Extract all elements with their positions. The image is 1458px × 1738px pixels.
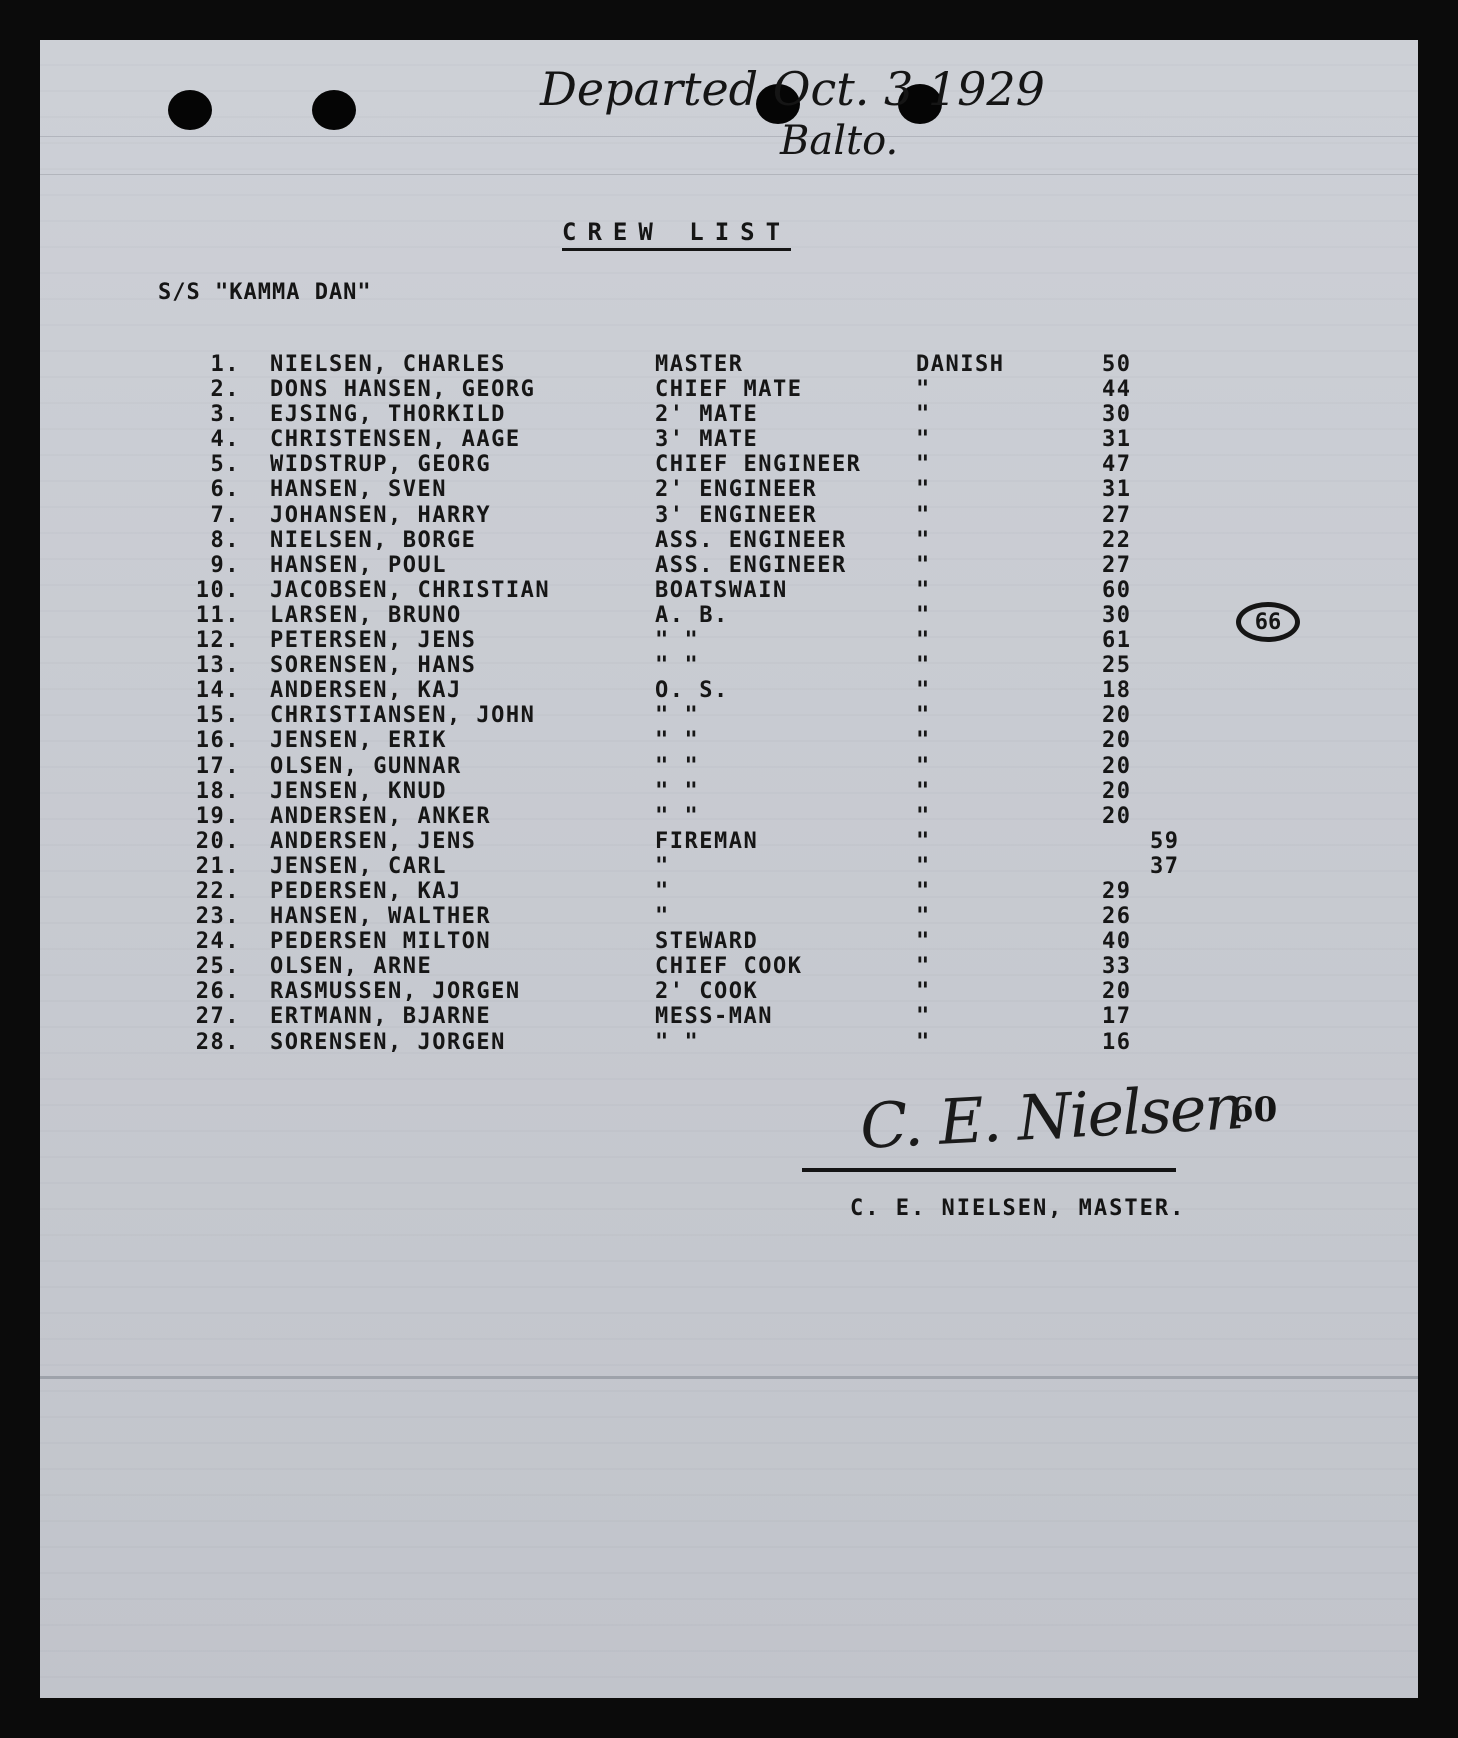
crew-age: 25 [1102, 653, 1132, 679]
punch-hole [168, 90, 212, 130]
crew-age: 17 [1102, 1004, 1132, 1030]
crew-rank: " [655, 878, 670, 904]
crew-name: JENSEN, KNUD [270, 778, 447, 804]
crew-age: 16 [1102, 1029, 1132, 1055]
crew-name: LARSEN, BRUNO [270, 602, 462, 628]
crew-nationality: " [916, 904, 931, 930]
crew-age: 50 [1102, 352, 1132, 377]
crew-rank: MESS-MAN [655, 1004, 773, 1030]
crew-age: 18 [1102, 678, 1132, 704]
crew-age: 20 [1102, 778, 1132, 804]
crew-rank: BOATSWAIN [655, 577, 788, 603]
crew-nationality: " [916, 979, 931, 1005]
crew-name: NIELSEN, CHARLES [270, 352, 506, 377]
crew-row [40, 754, 1418, 779]
crew-nationality: " [916, 878, 931, 904]
crew-row [40, 829, 1418, 854]
crew-nationality: " [916, 602, 931, 628]
crew-age: 20 [1102, 728, 1132, 754]
crew-nationality: " [916, 853, 931, 879]
crew-age: 20 [1102, 753, 1132, 779]
crew-age: 20 [1102, 979, 1132, 1005]
fold-line [40, 1376, 1418, 1379]
crew-row [40, 879, 1418, 904]
crew-name: ANDERSEN, ANKER [270, 803, 492, 829]
crew-rank: A. B. [655, 602, 729, 628]
crew-rank: ASS. ENGINEER [655, 527, 847, 553]
crew-name: JENSEN, ERIK [270, 728, 447, 754]
crew-rank: 3' MATE [655, 427, 759, 453]
crew-age: 20 [1102, 803, 1132, 829]
crew-row [40, 402, 1418, 427]
crew-number: 9. [210, 552, 240, 578]
crew-rank: 3' ENGINEER [655, 502, 818, 528]
crew-number: 6. [210, 477, 240, 503]
crew-nationality: " [916, 452, 931, 478]
crew-row [40, 728, 1418, 753]
crew-rank: ASS. ENGINEER [655, 552, 847, 578]
crew-name: CHRISTIANSEN, JOHN [270, 703, 536, 729]
crew-number: 23. [195, 904, 240, 930]
crew-rank: " " [655, 653, 700, 679]
crew-nationality: " [916, 477, 931, 503]
crew-age: 30 [1102, 602, 1132, 628]
crew-list-document [40, 40, 1418, 1698]
vessel-name: S/S "KAMMA DAN" [158, 280, 372, 305]
crew-row [40, 578, 1418, 603]
crew-name: WIDSTRUP, GEORG [270, 452, 492, 478]
crew-nationality: " [916, 577, 931, 603]
crew-row [40, 678, 1418, 703]
crew-nationality: " [916, 803, 931, 829]
crew-name: JENSEN, CARL [270, 853, 447, 879]
crew-age: 60 [1102, 577, 1132, 603]
crew-name: RASMUSSEN, JORGEN [270, 979, 521, 1005]
crew-name: SORENSEN, JORGEN [270, 1029, 506, 1055]
crew-rank: " " [655, 1029, 700, 1055]
crew-number: 19. [195, 803, 240, 829]
crew-rank: " " [655, 728, 700, 754]
crew-rank: " " [655, 803, 700, 829]
crew-number: 25. [195, 954, 240, 980]
crew-row [40, 377, 1418, 402]
crew-name: ERTMANN, BJARNE [270, 1004, 492, 1030]
crew-nationality: " [916, 828, 931, 854]
crew-row [40, 703, 1418, 728]
crew-rank: 2' COOK [655, 979, 759, 1005]
crew-nationality: " [916, 954, 931, 980]
crew-name: HANSEN, POUL [270, 552, 447, 578]
document-title: CREW LIST [562, 218, 791, 251]
crew-nationality: " [916, 653, 931, 679]
crew-age: 26 [1102, 904, 1132, 930]
crew-number: 5. [210, 452, 240, 478]
crew-row [40, 352, 1418, 377]
crew-name: SORENSEN, HANS [270, 653, 477, 679]
crew-nationality: " [916, 703, 931, 729]
crew-name: PETERSEN, JENS [270, 628, 477, 654]
master-signature: C. E. Nielsen [858, 1070, 1245, 1163]
crew-rank: STEWARD [655, 929, 759, 955]
crew-nationality: " [916, 728, 931, 754]
crew-name: OLSEN, ARNE [270, 954, 433, 980]
crew-age: 33 [1102, 954, 1132, 980]
crew-nationality: " [916, 527, 931, 553]
crew-age: 31 [1102, 477, 1132, 503]
crew-name: JOHANSEN, HARRY [270, 502, 492, 528]
crew-number: 27. [195, 1004, 240, 1030]
crew-number: 21. [195, 853, 240, 879]
crew-number: 13. [195, 653, 240, 679]
crew-age: 31 [1102, 427, 1132, 453]
crew-nationality: " [916, 778, 931, 804]
crew-row [40, 452, 1418, 477]
punch-hole [312, 90, 356, 130]
crew-name: HANSEN, WALTHER [270, 904, 492, 930]
crew-row [40, 427, 1418, 452]
handwritten-port-note: Balto. [780, 118, 899, 164]
crew-rank: CHIEF COOK [655, 954, 803, 980]
crew-age: 30 [1102, 402, 1132, 428]
crew-nationality: " [916, 1004, 931, 1030]
crew-age: 44 [1102, 377, 1132, 403]
crew-rank: O. S. [655, 678, 729, 704]
crew-rank: " [655, 853, 670, 879]
crew-age: 29 [1102, 878, 1132, 904]
crew-age: 22 [1102, 527, 1132, 553]
crew-name: CHRISTENSEN, AAGE [270, 427, 521, 453]
master-name-line: C. E. NIELSEN, MASTER. [850, 1196, 1186, 1221]
crew-age: 40 [1102, 929, 1132, 955]
crew-age: 47 [1102, 452, 1132, 478]
circled-mark: 66 [1236, 602, 1300, 642]
crew-number: 14. [195, 678, 240, 704]
crew-row [40, 929, 1418, 954]
crew-number: 11. [195, 602, 240, 628]
crew-nationality: DANISH [916, 352, 1005, 377]
crew-row [40, 954, 1418, 979]
crew-row [40, 804, 1418, 829]
crew-number: 2. [210, 377, 240, 403]
crew-nationality: " [916, 753, 931, 779]
crew-name: PEDERSEN, KAJ [270, 878, 462, 904]
crew-nationality: " [916, 628, 931, 654]
crew-nationality: " [916, 402, 931, 428]
ruled-line [40, 174, 1418, 175]
crew-row [40, 979, 1418, 1004]
crew-nationality: " [916, 502, 931, 528]
crew-number: 18. [195, 778, 240, 804]
ruled-line [40, 136, 1418, 137]
crew-row [40, 653, 1418, 678]
crew-nationality: " [916, 1029, 931, 1055]
crew-row [40, 904, 1418, 929]
crew-age: 27 [1102, 552, 1132, 578]
crew-row [40, 1030, 1418, 1055]
crew-name: ANDERSEN, JENS [270, 828, 477, 854]
crew-number: 16. [195, 728, 240, 754]
crew-rank: 2' MATE [655, 402, 759, 428]
crew-roster [40, 352, 1418, 1055]
crew-nationality: " [916, 377, 931, 403]
crew-number: 10. [195, 577, 240, 603]
crew-rank: " [655, 904, 670, 930]
crew-number: 28. [195, 1029, 240, 1055]
crew-rank: CHIEF ENGINEER [655, 452, 862, 478]
crew-rank: " " [655, 778, 700, 804]
crew-row [40, 628, 1418, 653]
crew-row [40, 603, 1418, 628]
crew-age: 61 [1102, 628, 1132, 654]
crew-number: 20. [195, 828, 240, 854]
handwritten-departure-note: Departed Oct. 3 1929 [540, 62, 1045, 116]
crew-row [40, 503, 1418, 528]
crew-row [40, 779, 1418, 804]
crew-row [40, 528, 1418, 553]
crew-nationality: " [916, 678, 931, 704]
crew-number: 12. [195, 628, 240, 654]
crew-age: 59 [1150, 828, 1180, 854]
crew-rank: " " [655, 628, 700, 654]
crew-name: HANSEN, SVEN [270, 477, 447, 503]
crew-number: 22. [195, 878, 240, 904]
crew-row [40, 854, 1418, 879]
crew-nationality: " [916, 929, 931, 955]
crew-name: JACOBSEN, CHRISTIAN [270, 577, 551, 603]
crew-rank: " " [655, 703, 700, 729]
crew-number: 1. [210, 352, 240, 377]
crew-name: ANDERSEN, KAJ [270, 678, 462, 704]
crew-name: NIELSEN, BORGE [270, 527, 477, 553]
crew-name: OLSEN, GUNNAR [270, 753, 462, 779]
crew-number: 4. [210, 427, 240, 453]
crew-number: 8. [210, 527, 240, 553]
crew-rank: FIREMAN [655, 828, 759, 854]
page-number: 60 [1230, 1090, 1278, 1130]
crew-nationality: " [916, 427, 931, 453]
crew-number: 17. [195, 753, 240, 779]
crew-number: 3. [210, 402, 240, 428]
crew-row [40, 553, 1418, 578]
crew-rank: CHIEF MATE [655, 377, 803, 403]
crew-number: 24. [195, 929, 240, 955]
crew-number: 26. [195, 979, 240, 1005]
crew-row [40, 1004, 1418, 1029]
crew-name: EJSING, THORKILD [270, 402, 506, 428]
crew-rank: " " [655, 753, 700, 779]
crew-age: 37 [1150, 853, 1180, 879]
crew-rank: 2' ENGINEER [655, 477, 818, 503]
crew-number: 7. [210, 502, 240, 528]
crew-number: 15. [195, 703, 240, 729]
crew-name: PEDERSEN MILTON [270, 929, 492, 955]
crew-name: DONS HANSEN, GEORG [270, 377, 536, 403]
crew-row [40, 477, 1418, 502]
crew-rank: MASTER [655, 352, 744, 377]
crew-age: 27 [1102, 502, 1132, 528]
signature-line [802, 1168, 1176, 1172]
crew-nationality: " [916, 552, 931, 578]
crew-age: 20 [1102, 703, 1132, 729]
